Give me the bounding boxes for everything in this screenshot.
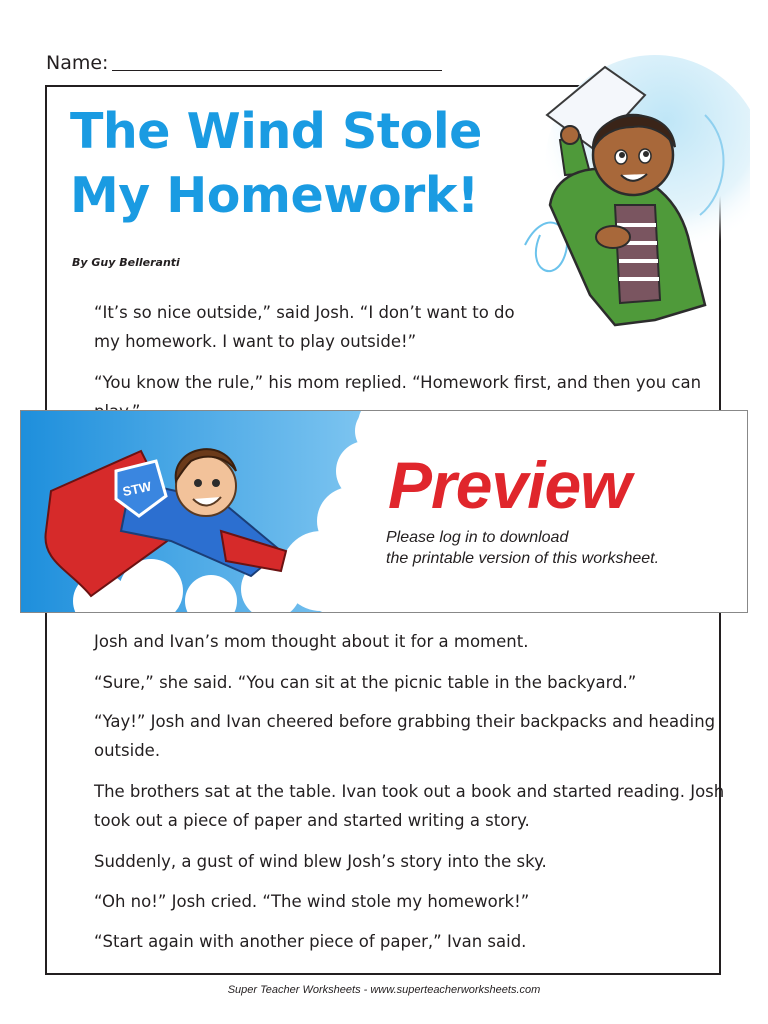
story-paragraph-3: Josh and Ivan’s mom thought about it for a moment.: [94, 632, 529, 651]
story-paragraph-7: Suddenly, a gust of wind blew Josh’s story into the sky.: [94, 852, 547, 871]
preview-heading: Preview: [388, 448, 631, 522]
story-paragraph-6: The brothers sat at the table. Ivan took out a book and started reading. Josh took out a piece of paper and started writing a story.: [94, 782, 725, 830]
title-line-1: The Wind Stole: [70, 103, 482, 160]
story-paragraph-8: “Oh no!” Josh cried. “The wind stole my homework!”: [94, 892, 530, 911]
worksheet-title: [70, 100, 482, 228]
story-paragraph-5: “Yay!” Josh and Ivan cheered before grabbing their backpacks and heading outside.: [94, 712, 716, 760]
preview-login-message: [386, 527, 746, 569]
name-blank-line: [112, 52, 442, 71]
story-paragraph-2: “You know the rule,” his mom replied. “Homework first, and then you can: [94, 373, 702, 392]
preview-message-line-1: Please log in to download: [386, 529, 569, 546]
story-paragraph-1: “It’s so nice outside,” said Josh. “I don’t want to do my homework. I want to play outside!”: [94, 303, 515, 351]
name-label: Name:: [46, 52, 109, 74]
preview-banner: [20, 410, 748, 613]
boy-holding-paper-illustration: [505, 55, 750, 355]
page-footer: Super Teacher Worksheets - www.superteacherworksheets.com: [227, 984, 541, 996]
banner-background: [21, 411, 748, 613]
author-byline: By Guy Belleranti: [72, 256, 180, 269]
name-field: [46, 52, 442, 74]
title-line-2: My Homework!: [70, 167, 479, 224]
badge-label: STW: [121, 478, 153, 500]
story-paragraph-9: “Start again with another piece of paper,” Ivan said.: [94, 932, 527, 951]
preview-message-line-2: the printable version of this worksheet.: [386, 550, 660, 567]
story-paragraph-4: “Sure,” she said. “You can sit at the picnic table in the backyard.”: [94, 673, 637, 692]
